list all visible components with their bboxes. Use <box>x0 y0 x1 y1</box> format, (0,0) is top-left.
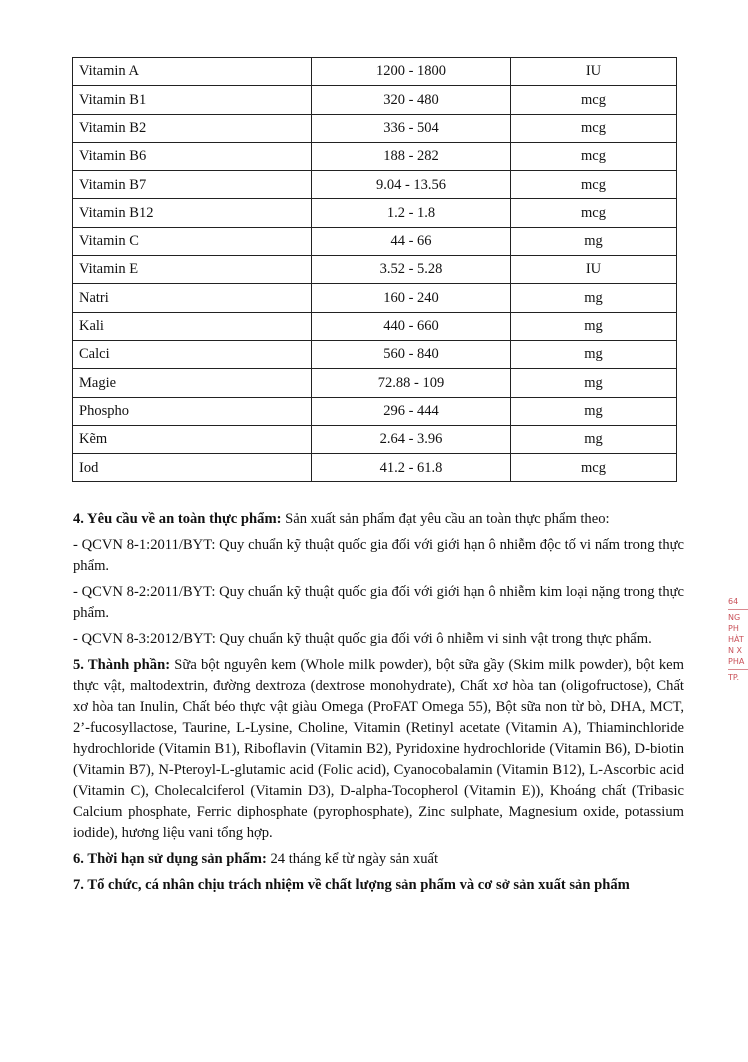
table-row <box>73 340 677 368</box>
stamp-line: TP. <box>728 673 740 682</box>
table-row <box>73 199 677 227</box>
nutrient-name: Phospho <box>73 397 312 425</box>
nutrient-name: Magie <box>73 369 312 397</box>
stamp-rule <box>728 669 748 670</box>
section-7-heading: 7. Tổ chức, cá nhân chịu trách nhiệm về chất lượng sản phẩm và cơ sở sản xuất sản phẩm <box>73 877 630 893</box>
stamp-line: N X <box>728 646 743 655</box>
nutrient-range: 160 - 240 <box>312 284 511 312</box>
nutrient-range: 2.64 - 3.96 <box>312 425 511 453</box>
nutrient-unit: mcg <box>511 86 677 114</box>
section-6-text: 24 tháng kể từ ngày sản xuất <box>266 851 439 867</box>
nutrient-name: Kali <box>73 312 312 340</box>
nutrient-name: Vitamin B12 <box>73 199 312 227</box>
nutrient-range: 72.88 - 109 <box>312 369 511 397</box>
section-4-text: Sản xuất sản phẩm đạt yêu cầu an toàn thực phẩm theo: <box>281 511 610 527</box>
nutrient-name: Vitamin B2 <box>73 114 312 142</box>
section-4-item-2: - QCVN 8-2:2011/BYT: Quy chuẩn kỹ thuật quốc gia đối với giới hạn ô nhiễm kim loại nặng trong thực phẩm. <box>73 584 684 621</box>
red-stamp-fragment <box>728 596 748 684</box>
document-body <box>73 509 684 901</box>
table-row <box>73 142 677 170</box>
nutrient-unit: mcg <box>511 199 677 227</box>
stamp-line: 64 <box>728 597 739 606</box>
section-6 <box>73 849 684 870</box>
table-row <box>73 284 677 312</box>
nutrient-unit: mg <box>511 369 677 397</box>
nutrition-table-body <box>73 58 677 482</box>
table-row <box>73 114 677 142</box>
section-5 <box>73 655 684 844</box>
stamp-line: HÀT <box>728 635 744 644</box>
nutrient-range: 9.04 - 13.56 <box>312 171 511 199</box>
nutrient-unit: mg <box>511 340 677 368</box>
nutrient-unit: IU <box>511 58 677 86</box>
nutrient-name: Calci <box>73 340 312 368</box>
nutrient-name: Vitamin E <box>73 256 312 284</box>
nutrient-range: 3.52 - 5.28 <box>312 256 511 284</box>
nutrient-range: 188 - 282 <box>312 142 511 170</box>
nutrient-unit: mg <box>511 425 677 453</box>
nutrient-unit: mg <box>511 397 677 425</box>
nutrient-range: 320 - 480 <box>312 86 511 114</box>
table-row <box>73 256 677 284</box>
stamp-rule <box>728 609 748 610</box>
nutrient-unit: mg <box>511 284 677 312</box>
table-row <box>73 369 677 397</box>
nutrient-range: 1200 - 1800 <box>312 58 511 86</box>
table-row <box>73 397 677 425</box>
nutrient-unit: mg <box>511 227 677 255</box>
nutrient-name: Vitamin A <box>73 58 312 86</box>
stamp-line: PHA <box>728 657 745 666</box>
section-4 <box>73 509 684 530</box>
nutrient-range: 296 - 444 <box>312 397 511 425</box>
section-6-heading: 6. Thời hạn sử dụng sản phẩm: <box>73 851 267 867</box>
nutrient-name: Iod <box>73 454 312 482</box>
nutrient-name: Natri <box>73 284 312 312</box>
table-row <box>73 58 677 86</box>
nutrient-name: Vitamin B7 <box>73 171 312 199</box>
stamp-line: NG <box>728 613 741 622</box>
section-4-item-3: - QCVN 8-3:2012/BYT: Quy chuẩn kỹ thuật quốc gia đối với ô nhiễm vi sinh vật trong thực phẩm. <box>73 631 652 647</box>
nutrient-unit: mcg <box>511 171 677 199</box>
table-row <box>73 171 677 199</box>
nutrient-unit: mcg <box>511 142 677 170</box>
nutrient-range: 1.2 - 1.8 <box>312 199 511 227</box>
stamp-line: PH <box>728 624 739 633</box>
nutrient-unit: IU <box>511 256 677 284</box>
nutrient-name: Kẽm <box>73 425 312 453</box>
section-4-item-1: - QCVN 8-1:2011/BYT: Quy chuẩn kỹ thuật quốc gia đối với giới hạn ô nhiễm độc tố vi nấm trong thực phẩm. <box>73 537 684 574</box>
nutrient-unit: mcg <box>511 454 677 482</box>
table-row <box>73 227 677 255</box>
nutrient-range: 560 - 840 <box>312 340 511 368</box>
nutrient-range: 440 - 660 <box>312 312 511 340</box>
table-row <box>73 454 677 482</box>
nutrient-name: Vitamin B1 <box>73 86 312 114</box>
table-row <box>73 312 677 340</box>
nutrient-range: 41.2 - 61.8 <box>312 454 511 482</box>
section-5-heading: 5. Thành phần: <box>73 657 171 673</box>
nutrient-range: 336 - 504 <box>312 114 511 142</box>
section-5-text: Sữa bột nguyên kem (Whole milk powder), bột sữa gầy (Skim milk powder), bột kem thực vật, maltodextrin, đường dextroza (dextrose monohydrate), Chất xơ hòa tan (oligofructose), Chất xơ hòa tan Inulin, Chất béo thực vật giàu Omega (ProFAT Omega 55), Bột sữa non từ bò, DHA, MCT, 2’-fucosyllactose, Taurine, L-Lysine, Choline, Vitamin (Retinyl acetate (Vitamin A), Thiaminchloride hydrochloride (Vitamin B1), Riboflavin (Vitamin B2), Pyridoxine hydrochloride (Vitamin B6), D-biotin (Vitamin B7), N-Pteroyl-L-glutamic acid (Folic acid), Cyanocobalamin (Vitamin B12), L-Ascorbic acid (Vitamin C), Cholecalciferol (Vitamin D3), D-alpha-Tocopherol (Vitamin E)), Khoáng chất (Tribasic Calcium phosphate, Ferric diphosphate (pyrophosphate), Zinc sulphate, Magnesium oxide, potassium iodide), hương liệu vani tổng hợp. <box>73 657 684 841</box>
nutrient-name: Vitamin C <box>73 227 312 255</box>
section-4-heading: 4. Yêu cầu về an toàn thực phẩm: <box>73 511 282 527</box>
nutrient-unit: mg <box>511 312 677 340</box>
table-row <box>73 425 677 453</box>
nutrition-table <box>72 57 677 482</box>
nutrient-name: Vitamin B6 <box>73 142 312 170</box>
nutrient-range: 44 - 66 <box>312 227 511 255</box>
table-row <box>73 86 677 114</box>
nutrient-unit: mcg <box>511 114 677 142</box>
